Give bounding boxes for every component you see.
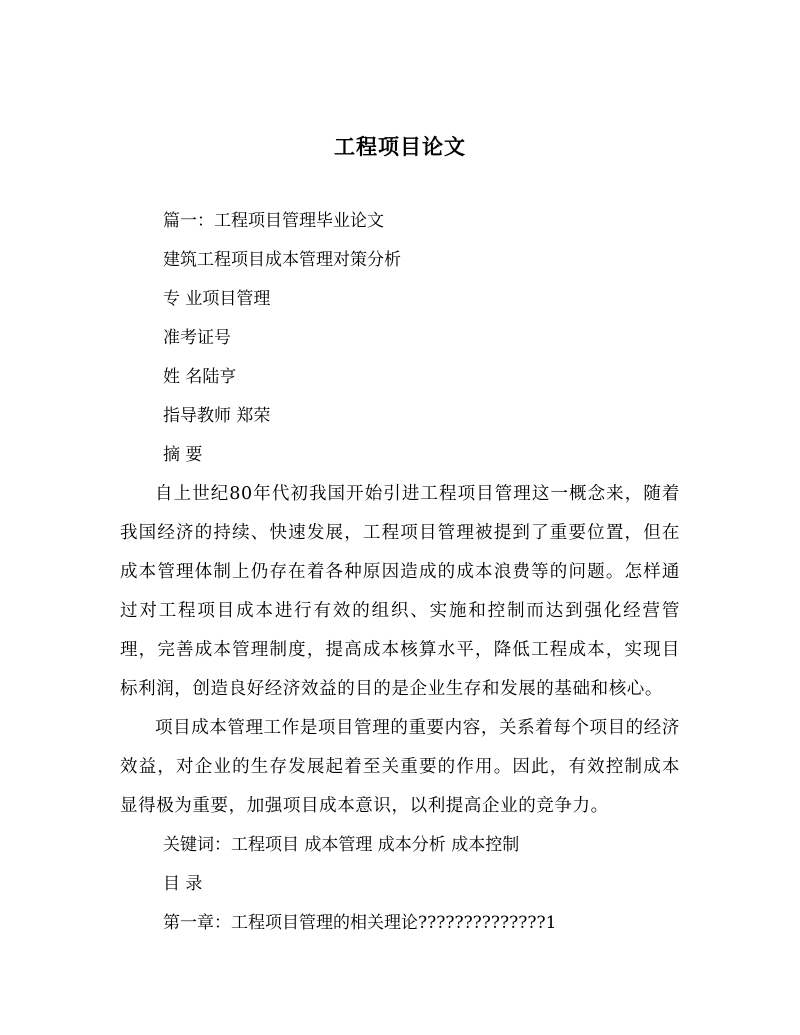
article-label: 篇一：工程项目管理毕业论文 — [163, 211, 384, 231]
abstract-paragraph-2: 项目成本管理工作是项目管理的重要内容，关系着每个项目的经济效益，对企业的生存发展起着至关重要的作用。因此，有效控制成本显得极为重要，加强项目成本意识，以利提高企业的竞争力。 — [120, 718, 680, 816]
abstract-paragraph-1: 自上世纪80年代初我国开始引进工程项目管理这一概念来，随着我国经济的持续、快速发展，工程项目管理被提到了重要位置，但在成本管理体制上仍存在着各种原因造成的成本浪费等的问题。怎样通过对工程项目成本进行有效的组织、实施和控制而达到强化经营管理，完善成本管理制度，提高成本核算水平，降低工程成本，实现目标利润，创造良好经济效益的目的是企业生存和发展的基础和核心。 — [120, 484, 680, 699]
exam-number-line: 准考证号 — [163, 328, 231, 348]
abstract-heading: 摘 要 — [163, 445, 203, 465]
major-line: 专 业项目管理 — [163, 289, 271, 309]
thesis-title: 建筑工程项目成本管理对策分析 — [163, 250, 401, 270]
keywords-line: 关键词：工程项目 成本管理 成本分析 成本控制 — [163, 835, 520, 855]
name-line: 姓 名陆亨 — [163, 367, 237, 387]
document-title: 工程项目论文 — [334, 134, 466, 159]
advisor-line: 指导教师 郑荣 — [163, 406, 271, 426]
toc-heading: 目 录 — [163, 874, 203, 894]
toc-item-chapter-1: 第一章：工程项目管理的相关理论??????????????1 — [163, 913, 557, 933]
